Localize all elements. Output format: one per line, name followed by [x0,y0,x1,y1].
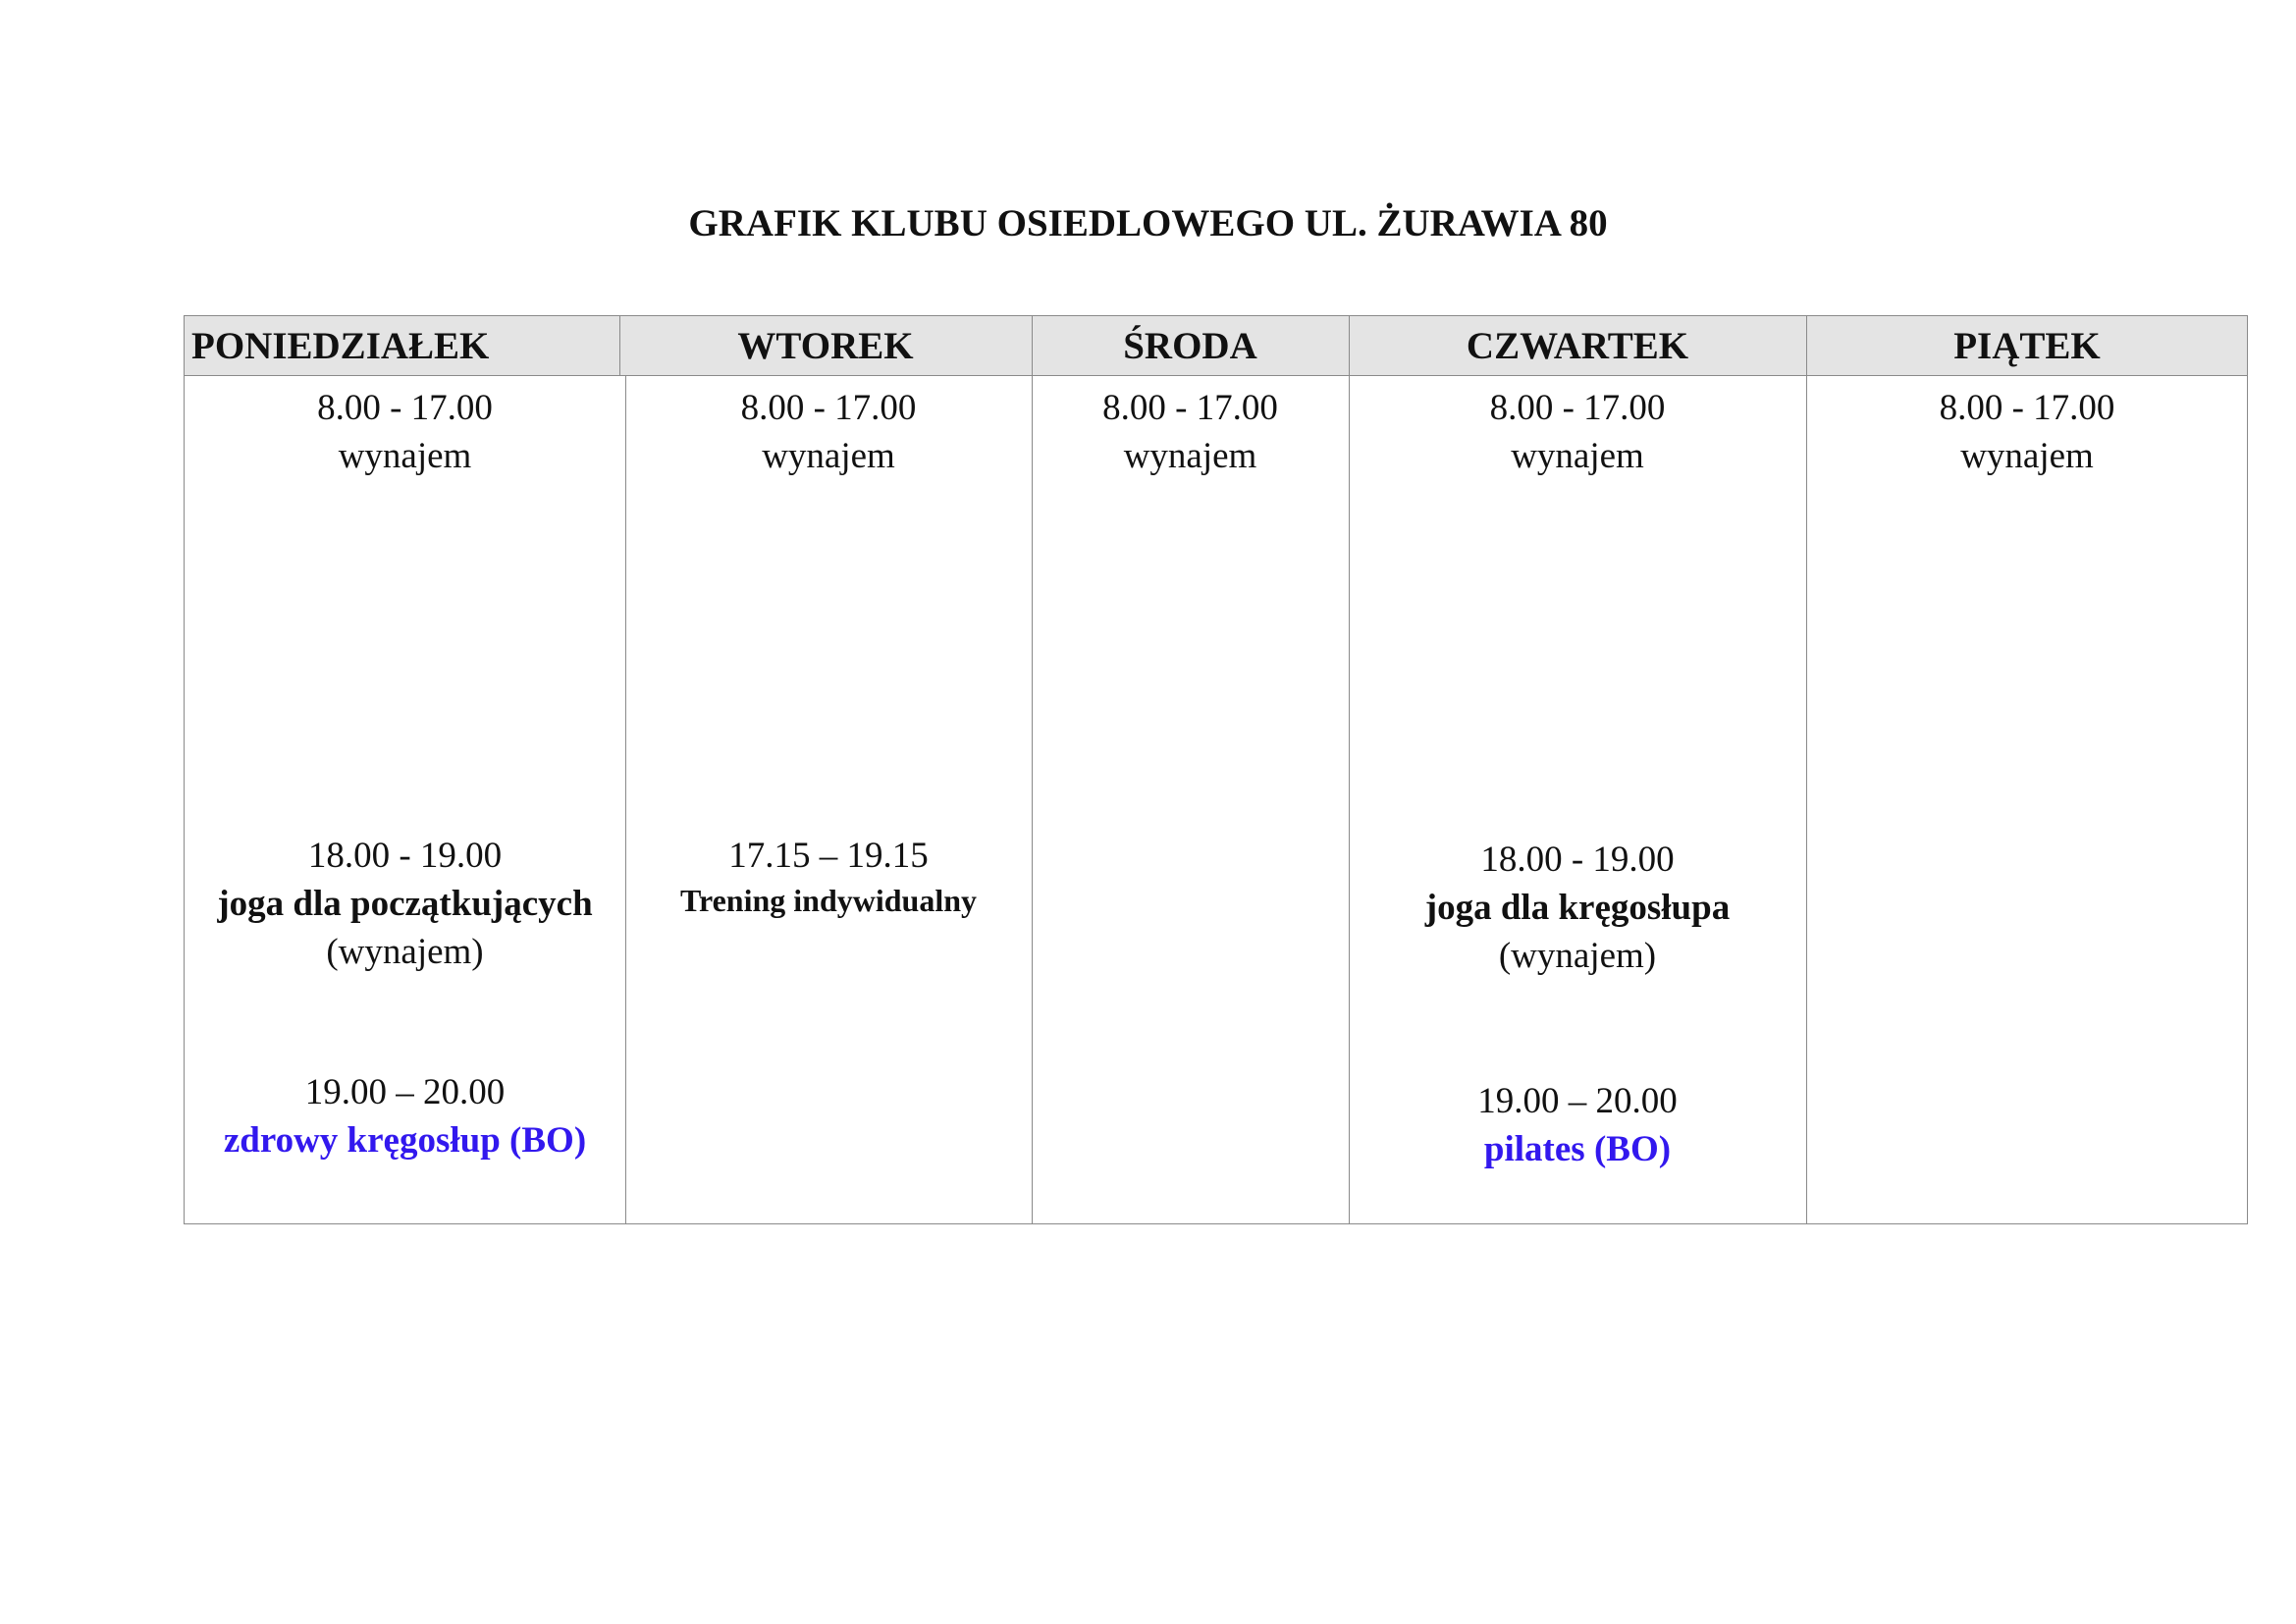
slot-time: 8.00 - 17.00 [740,388,917,428]
slot-activity-highlighted: pilates (BO) [1483,1129,1672,1169]
schedule-slot [185,384,625,480]
slot-time: 8.00 - 17.00 [1102,388,1278,428]
column-header-wednesday: ŚRODA [1123,325,1257,367]
slot-activity-highlighted: zdrowy kręgosłup (BO) [223,1120,587,1161]
slot-activity: Trening indywidualny [679,883,978,918]
column-header-friday: PIĄTEK [1953,325,2101,367]
schedule-table [184,315,2248,1224]
slot-time: 17.15 – 19.15 [728,836,929,876]
slot-time: 8.00 - 17.00 [1939,388,2115,428]
slot-activity: wynajem [338,436,472,476]
slot-time: 18.00 - 19.00 [1480,839,1675,880]
schedule-slot [1349,1077,1806,1173]
schedule-slot [1032,384,1349,480]
table-header-row [185,316,2247,376]
schedule-slot [185,1068,625,1164]
column-header-tuesday: WTOREK [737,325,914,367]
slot-time: 8.00 - 17.00 [317,388,493,428]
slot-note: (wynajem) [1498,936,1657,976]
schedule-slot [1806,384,2248,480]
column-header-thursday: CZWARTEK [1466,325,1689,367]
slot-activity: joga dla początkujących [217,884,593,924]
slot-time: 18.00 - 19.00 [307,836,503,876]
slot-note: (wynajem) [326,932,484,972]
slot-activity: wynajem [1123,436,1257,476]
day-cell-wednesday [1032,376,1349,1224]
slot-activity: joga dla kręgosłupa [1424,888,1731,928]
slot-activity: wynajem [1960,436,2094,476]
slot-activity: wynajem [762,436,895,476]
schedule-slot [625,384,1032,480]
slot-activity: wynajem [1511,436,1644,476]
day-cell-monday [185,376,625,1224]
schedule-slot [1349,836,1806,980]
schedule-slot [1349,384,1806,480]
day-cell-thursday [1349,376,1806,1224]
slot-time: 8.00 - 17.00 [1489,388,1666,428]
page-title: GRAFIK KLUBU OSIEDLOWEGO UL. ŻURAWIA 80 [688,202,1608,244]
schedule-slot [625,832,1032,921]
schedule-slot [185,832,625,976]
header-divider [619,316,620,376]
column-header-monday: PONIEDZIAŁEK [191,325,490,367]
day-cell-friday [1806,376,2248,1224]
slot-time: 19.00 – 20.00 [304,1072,506,1112]
day-cell-tuesday [625,376,1032,1224]
slot-time: 19.00 – 20.00 [1477,1081,1678,1121]
